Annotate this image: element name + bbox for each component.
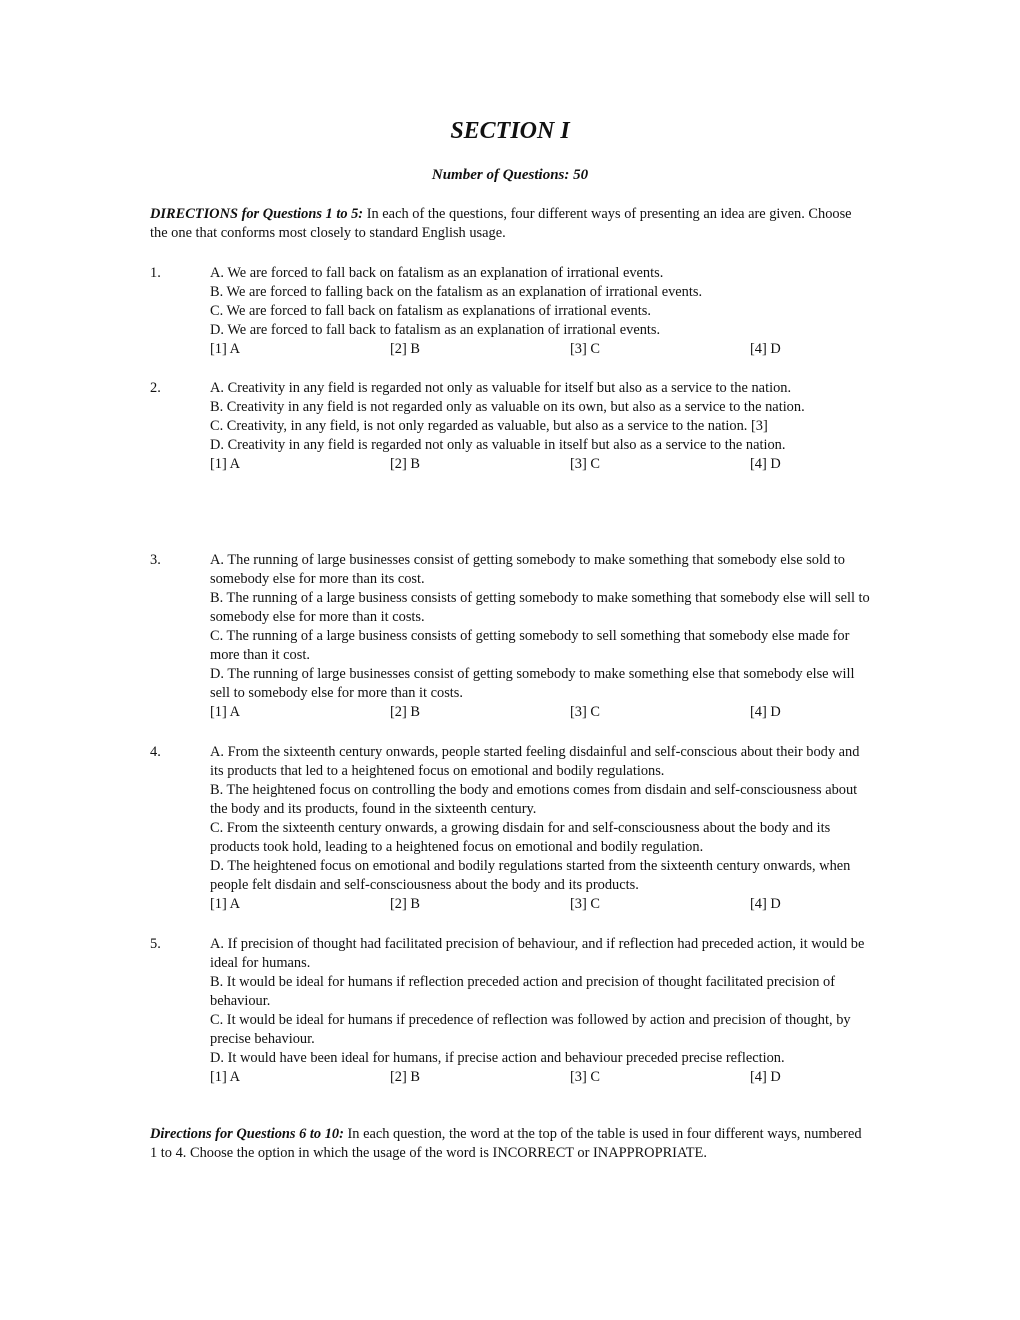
answer-choices [210, 895, 875, 914]
directions-6-10 [150, 1125, 870, 1163]
option-b: B. The heightened focus on controlling the body and emotions comes from disdain and self-consciousness about the body and its products, found in the sixteenth century. [210, 782, 858, 817]
answer-choice-4[interactable]: [4] D [750, 341, 781, 357]
answer-choice-2[interactable]: [2] B [390, 1069, 420, 1085]
question-number: 1. [150, 265, 161, 281]
answer-choice-3[interactable]: [3] C [570, 896, 600, 912]
directions-text: In each of the questions, four different ways of presenting an idea are given. Choose the one that conforms most closely to standard English usage. [150, 206, 852, 241]
option-b: B. The running of a large business consists of getting somebody to make something that somebody else will sell to somebody else for more than it costs. [210, 590, 870, 625]
question-number: 5. [150, 936, 161, 952]
option-a: A. Creativity in any field is regarded not only as valuable for itself but also as a service to the nation. [210, 380, 792, 396]
answer-choice-4[interactable]: [4] D [750, 456, 781, 472]
answer-choice-2[interactable]: [2] B [390, 704, 420, 720]
option-c: C. Creativity, in any field, is not only regarded as valuable, but also as a service to the nation. [3] [210, 418, 768, 434]
answer-choice-1[interactable]: [1] A [210, 896, 240, 912]
directions-1-5 [150, 205, 870, 243]
option-c: C. It would be ideal for humans if precedence of reflection was followed by action and precision of thought, by precise behaviour. [210, 1012, 851, 1047]
option-d: D. We are forced to fall back to fatalism as an explanation of irrational events. [210, 322, 661, 338]
option-d: D. The running of large businesses consist of getting somebody to make something else that somebody else will sell to somebody else for more than it costs. [210, 666, 855, 701]
option-d: D. It would have been ideal for humans, if precise action and behaviour preceded precise reflection. [210, 1050, 785, 1066]
directions-label: DIRECTIONS for Questions 1 to 5: [150, 206, 364, 222]
option-d: D. The heightened focus on emotional and bodily regulations started from the sixteenth century onwards, when people felt disdain and self-consciousness about the body and its products. [210, 858, 851, 893]
section-title: SECTION I [450, 118, 570, 144]
option-b: B. We are forced to falling back on the fatalism as an explanation of irrational events. [210, 284, 703, 300]
answer-choice-1[interactable]: [1] A [210, 341, 240, 357]
option-a: A. We are forced to fall back on fatalism as an explanation of irrational events. [210, 265, 664, 281]
answer-choice-1[interactable]: [1] A [210, 1069, 240, 1085]
question-number: 4. [150, 744, 161, 760]
answer-choice-2[interactable]: [2] B [390, 456, 420, 472]
option-a: A. From the sixteenth century onwards, people started feeling disdainful and self-conscious about their body and its products that led to a heightened focus on emotional and bodily regulations. [210, 744, 860, 779]
option-c: C. We are forced to fall back on fatalism as explanations of irrational events. [210, 303, 651, 319]
answer-choice-1[interactable]: [1] A [210, 704, 240, 720]
question-3 [150, 551, 880, 722]
answer-choices [210, 1068, 875, 1087]
question-4 [150, 743, 880, 914]
answer-choice-2[interactable]: [2] B [390, 341, 420, 357]
answer-choices [210, 340, 875, 359]
option-a: A. If precision of thought had facilitated precision of behaviour, and if reflection had preceded action, it would be ideal for humans. [210, 936, 865, 971]
option-b: B. Creativity in any field is not regarded only as valuable on its own, but also as a service to the nation. [210, 399, 805, 415]
question-1 [150, 264, 880, 359]
option-d: D. Creativity in any field is regarded not only as valuable in itself but also as a service to the nation. [210, 437, 786, 453]
question-count: Number of Questions: 50 [431, 167, 589, 183]
question-5 [150, 935, 880, 1087]
option-c: C. From the sixteenth century onwards, a growing disdain for and self-consciousness about the body and its products took hold, leading to a heightened focus on emotional and bodily regulation. [210, 820, 831, 855]
option-a: A. The running of large businesses consist of getting somebody to make something that somebody else sold to somebody else for more than its cost. [210, 552, 845, 587]
answer-choice-4[interactable]: [4] D [750, 896, 781, 912]
answer-choice-4[interactable]: [4] D [750, 704, 781, 720]
question-number: 2. [150, 380, 161, 396]
answer-choice-3[interactable]: [3] C [570, 704, 600, 720]
answer-choice-3[interactable]: [3] C [570, 456, 600, 472]
option-c: C. The running of a large business consists of getting somebody to sell something that somebody else made for more than it cost. [210, 628, 850, 663]
question-number: 3. [150, 552, 161, 568]
answer-choices [210, 455, 875, 474]
question-2 [150, 379, 880, 474]
answer-choice-2[interactable]: [2] B [390, 896, 420, 912]
answer-choice-4[interactable]: [4] D [750, 1069, 781, 1085]
answer-choice-3[interactable]: [3] C [570, 341, 600, 357]
answer-choice-3[interactable]: [3] C [570, 1069, 600, 1085]
answer-choice-1[interactable]: [1] A [210, 456, 240, 472]
directions-label: Directions for Questions 6 to 10: [150, 1126, 344, 1142]
answer-choices [210, 703, 875, 722]
directions-text: In each question, the word at the top of the table is used in four different ways, numbered 1 to 4. Choose the option in which the usage of the word is INCORRECT or INAPPROPRIATE. [150, 1126, 862, 1161]
option-b: B. It would be ideal for humans if reflection preceded action and precision of thought facilitated precision of behaviour. [210, 974, 835, 1009]
